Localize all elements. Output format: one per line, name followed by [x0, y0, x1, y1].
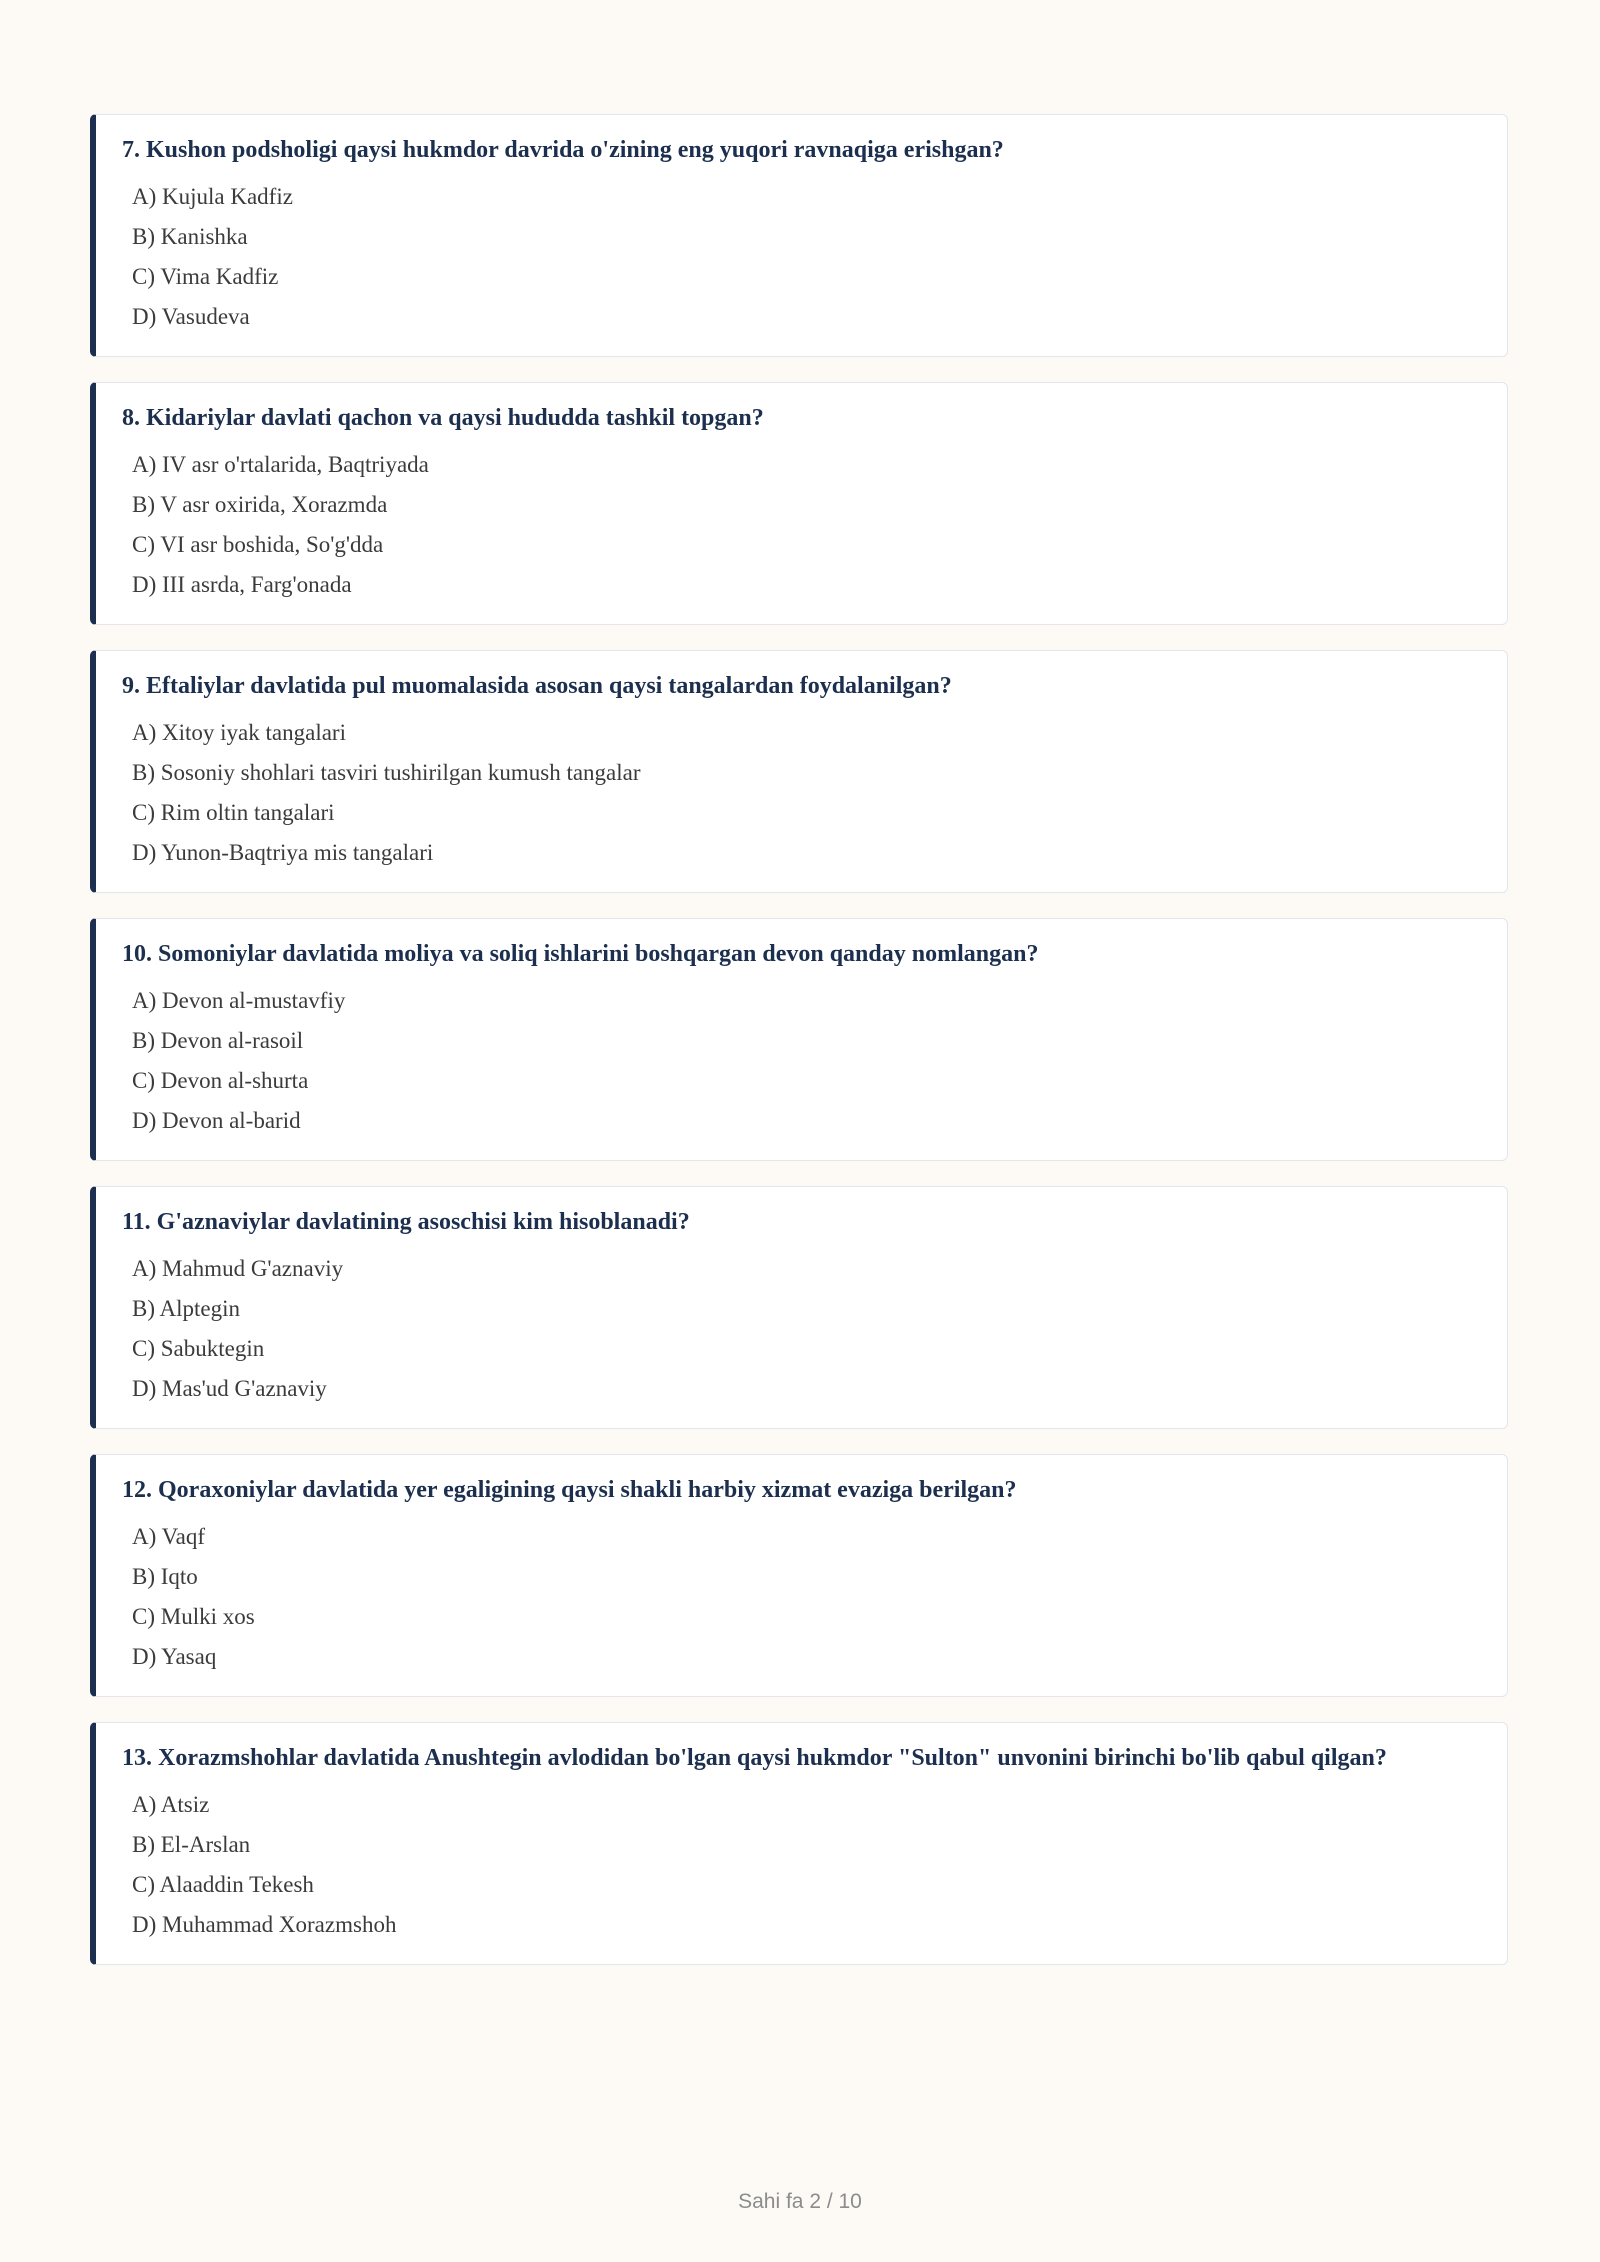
answer-option-b: B) V asr oxirida, Xorazmda: [132, 492, 388, 517]
answer-option-c: C) Sabuktegin: [132, 1336, 265, 1361]
answer-option-b: B) Sosoniy shohlari tasviri tushirilgan kumush tangalar: [132, 760, 641, 785]
answer-option-b: B) Devon al-rasoil: [132, 1028, 304, 1053]
answer-option-a: A) Vaqf: [132, 1524, 206, 1549]
answer-option-b: B) Iqto: [132, 1564, 198, 1589]
answer-option-a: A) Mahmud G'aznaviy: [132, 1256, 344, 1281]
answer-option-d: D) Yunon-Baqtriya mis tangalari: [132, 840, 434, 865]
answer-option-b: B) Alptegin: [132, 1296, 240, 1321]
answer-options: [122, 1785, 1483, 1945]
answer-option-d: D) Mas'ud G'aznaviy: [132, 1376, 327, 1401]
question-title: 9. Eftaliylar davlatida pul muomalasida asosan qaysi tangalardan foydalanilgan?: [122, 673, 952, 699]
answer-options: [122, 177, 1483, 337]
answer-option-c: C) Rim oltin tangalari: [132, 800, 335, 825]
answer-option-a: A) Kujula Kadfiz: [132, 184, 293, 209]
answer-options: [122, 1517, 1483, 1677]
answer-option-d: D) Devon al-barid: [132, 1108, 301, 1133]
answer-option-d: D) Muhammad Xorazmshoh: [132, 1912, 397, 1937]
answer-option-b: B) Kanishka: [132, 224, 248, 249]
question-title: 7. Kushon podsholigi qaysi hukmdor davrida o'zining eng yuqori ravnaqiga erishgan?: [122, 137, 1004, 163]
answer-options: [122, 1249, 1483, 1409]
question-card: [90, 1186, 1508, 1429]
answer-options: [122, 713, 1483, 873]
question-title: 12. Qoraxoniylar davlatida yer egaligining qaysi shakli harbiy xizmat evaziga berilgan?: [122, 1477, 1017, 1503]
answer-option-a: A) Atsiz: [132, 1792, 210, 1817]
answer-option-a: A) IV asr o'rtalarida, Baqtriyada: [132, 452, 429, 477]
question-card: [90, 1722, 1508, 1965]
question-title: 10. Somoniylar davlatida moliya va soliq ishlarini boshqargan devon qanday nomlangan?: [122, 941, 1039, 967]
question-title: 13. Xorazmshohlar davlatida Anushtegin avlodidan bo'lgan qaysi hukmdor "Sulton" unvonini birinchi bo'lib qabul qilgan?: [122, 1745, 1387, 1771]
page-number: Sahi fa 2 / 10: [738, 2190, 862, 2213]
question-card: [90, 650, 1508, 893]
answer-option-a: A) Xitoy iyak tangalari: [132, 720, 346, 745]
question-card: [90, 918, 1508, 1161]
answer-option-d: D) Vasudeva: [132, 304, 250, 329]
answer-options: [122, 981, 1483, 1141]
answer-option-c: C) VI asr boshida, So'g'dda: [132, 532, 384, 557]
answer-option-c: C) Vima Kadfiz: [132, 264, 279, 289]
answer-option-a: A) Devon al-mustavfiy: [132, 988, 346, 1013]
question-card: [90, 114, 1508, 357]
answer-option-c: C) Mulki xos: [132, 1604, 255, 1629]
question-card: [90, 382, 1508, 625]
question-title: 11. G'aznaviylar davlatining asoschisi kim hisoblanadi?: [122, 1209, 690, 1235]
question-card: [90, 1454, 1508, 1697]
answer-options: [122, 445, 1483, 605]
answer-option-b: B) El-Arslan: [132, 1832, 251, 1857]
answer-option-c: C) Alaaddin Tekesh: [132, 1872, 314, 1897]
answer-option-d: D) III asrda, Farg'onada: [132, 572, 352, 597]
question-title: 8. Kidariylar davlati qachon va qaysi hududda tashkil topgan?: [122, 405, 764, 431]
answer-option-c: C) Devon al-shurta: [132, 1068, 309, 1093]
question-list: [90, 114, 1508, 1990]
answer-option-d: D) Yasaq: [132, 1644, 217, 1669]
